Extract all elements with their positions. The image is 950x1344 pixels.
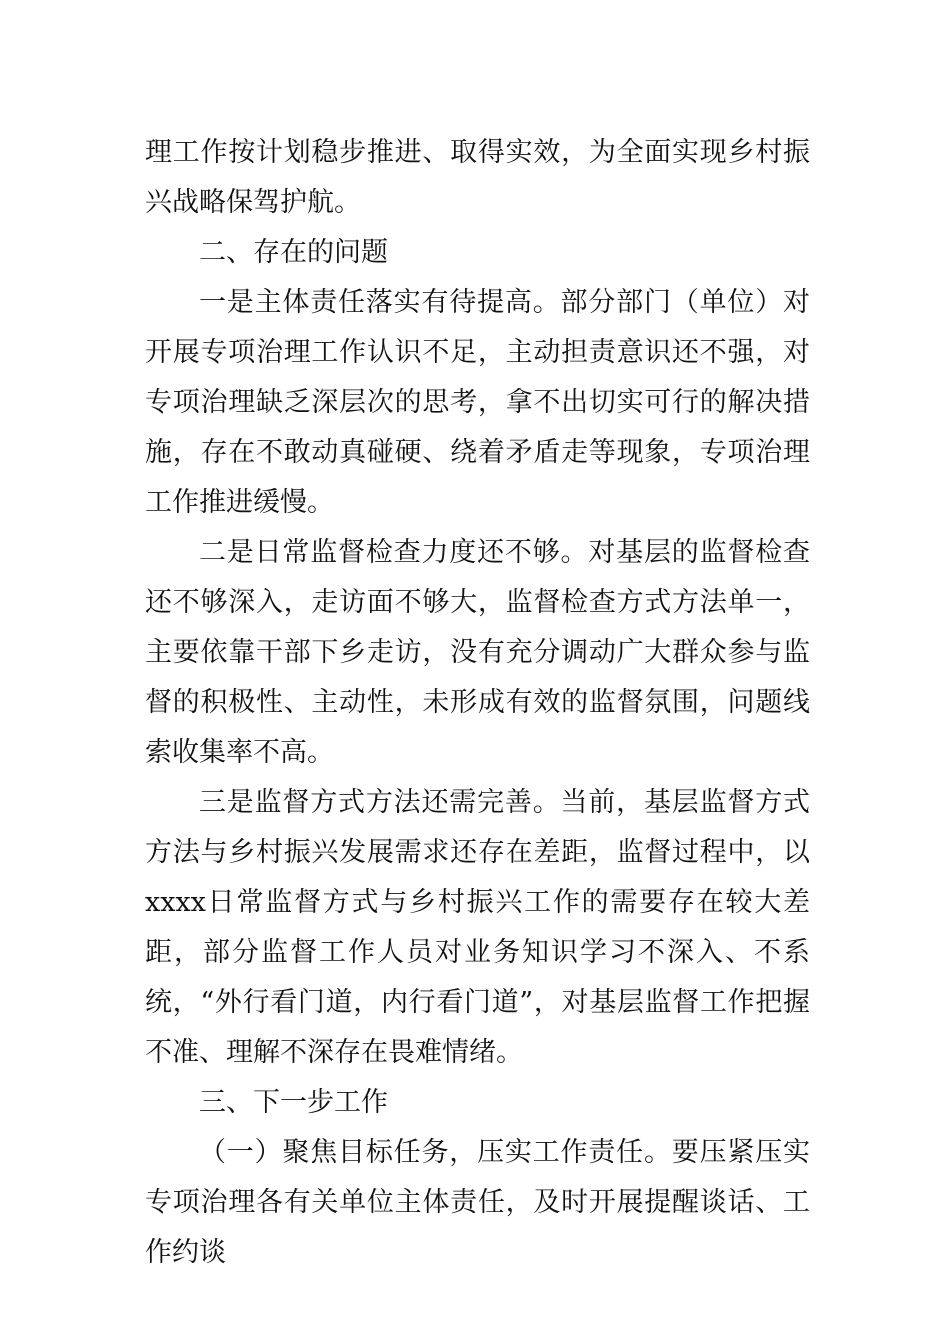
paragraph-problem-3: 三是监督方式方法还需完善。当前，基层监督方式方法与乡村振兴发展需求还存在差距，监督过程中，以xxxx日常监督方式与乡村振兴工作的需要存在较大差距，部分监督工作人员对业务知识学习不深入、不系统，“外行看门道，内行看门道”，对基层监督工作把握不准、理解不深存在畏难情绪。 xyxy=(145,787,810,1068)
paragraph-problem-2: 二是日常监督检查力度还不够。对基层的监督检查还不够深入，走访面不够大，监督检查方式方法单一，主要依靠干部下乡走访，没有充分调动广大群众参与监督的积极性、主动性，未形成有效的监督氛围，问题线索收集率不高。 xyxy=(145,537,810,768)
paragraph-problem-1: 一是主体责任落实有待提高。部分部门（单位）对开展专项治理工作认识不足，主动担责意识还不强，对专项治理缺乏深层次的思考，拿不出切实可行的解决措施，存在不敢动真碰硬、绕着矛盾走等现象，专项治理工作推进缓慢。 xyxy=(145,287,810,518)
paragraph-continuation: 理工作按计划稳步推进、取得实效，为全面实现乡村振兴战略保驾护航。 xyxy=(145,137,810,218)
document-body xyxy=(145,128,810,1278)
section-heading-next-steps: 三、下一步工作 xyxy=(199,1087,388,1118)
paragraph-next-step-1: （一）聚焦目标任务，压实工作责任。要压紧压实专项治理各有关单位主体责任，及时开展提醒谈话、工作约谈 xyxy=(145,1137,810,1268)
section-heading-problems: 二、存在的问题 xyxy=(199,237,388,268)
